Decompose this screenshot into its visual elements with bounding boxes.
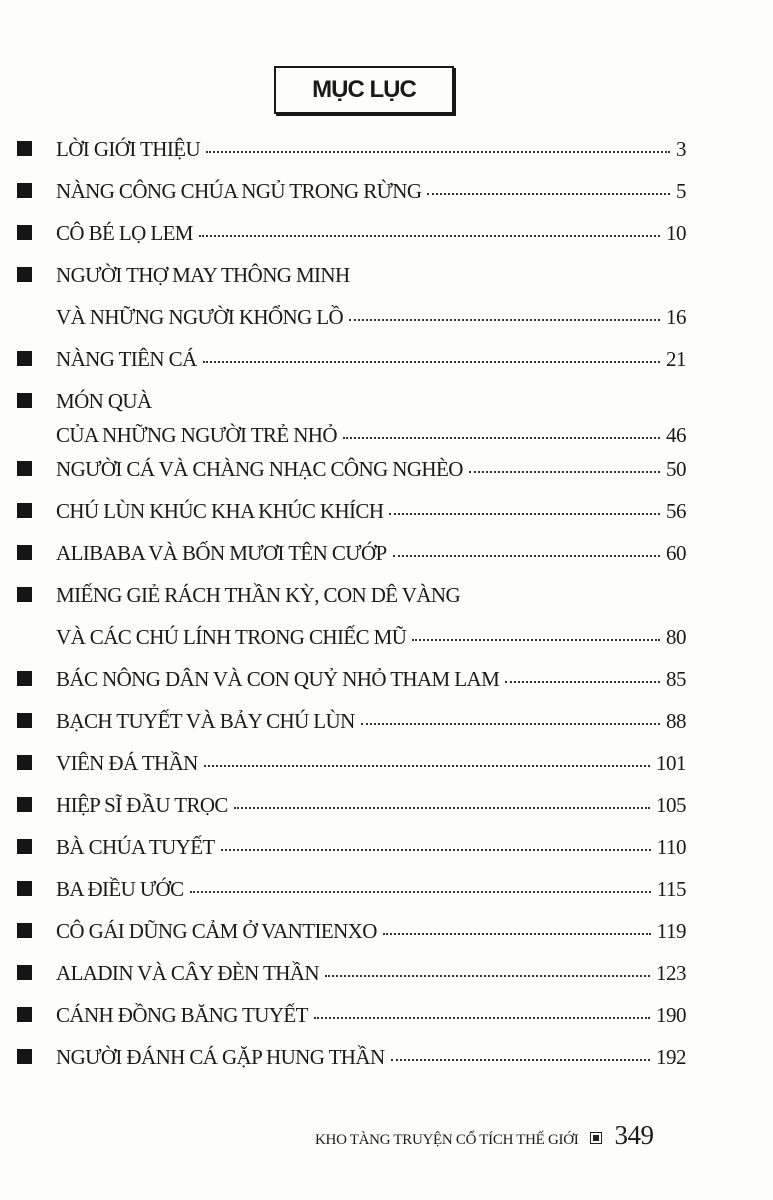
toc-entry[interactable] xyxy=(0,826,773,868)
toc-entry-line xyxy=(56,254,686,296)
toc-entry-page: 21 xyxy=(666,347,686,371)
toc-entry-page: 115 xyxy=(656,877,686,901)
square-ornament-icon xyxy=(590,1132,602,1144)
square-bullet-icon xyxy=(17,393,32,408)
toc-entry[interactable] xyxy=(0,952,773,994)
toc-title-box xyxy=(274,66,454,114)
toc-entry-line xyxy=(56,742,686,784)
dot-leader xyxy=(412,639,660,641)
dot-leader xyxy=(234,807,650,809)
dot-leader xyxy=(314,1017,650,1019)
toc-entry[interactable] xyxy=(0,784,773,826)
square-bullet-icon xyxy=(17,713,32,728)
toc-entry-page: 101 xyxy=(656,751,686,775)
toc-entry-page: 3 xyxy=(676,137,686,161)
square-bullet-icon xyxy=(17,545,32,560)
toc-entry[interactable] xyxy=(0,170,773,212)
dot-leader xyxy=(343,437,660,439)
square-bullet-icon xyxy=(17,881,32,896)
toc-entry-title: NGƯỜI CÁ VÀ CHÀNG NHẠC CÔNG NGHÈO xyxy=(56,457,463,481)
dot-leader xyxy=(206,151,670,153)
toc-entry[interactable] xyxy=(0,994,773,1036)
toc-entry-title: NGƯỜI THỢ MAY THÔNG MINH xyxy=(56,263,350,287)
toc-entry-line xyxy=(56,422,686,448)
toc-entry-title: BÁC NÔNG DÂN VÀ CON QUỶ NHỎ THAM LAM xyxy=(56,667,500,691)
toc-entry-line xyxy=(56,1036,686,1078)
toc-entry[interactable] xyxy=(0,658,773,700)
toc-entry-page: 56 xyxy=(666,499,686,523)
toc-entry[interactable] xyxy=(0,128,773,170)
square-bullet-icon xyxy=(17,267,32,282)
square-bullet-icon xyxy=(17,1007,32,1022)
square-bullet-icon xyxy=(17,225,32,240)
toc-entry-page: 190 xyxy=(656,1003,686,1027)
square-bullet-icon xyxy=(17,755,32,770)
toc-entry-line xyxy=(56,658,686,700)
toc-entry[interactable] xyxy=(0,910,773,952)
toc-entry-page: 110 xyxy=(656,835,686,859)
toc-entry[interactable] xyxy=(0,338,773,380)
square-bullet-icon xyxy=(17,671,32,686)
toc-entry-page: 192 xyxy=(656,1045,686,1069)
toc-entry-title: CHÚ LÙN KHÚC KHA KHÚC KHÍCH xyxy=(56,499,384,523)
toc-entry-page: 10 xyxy=(666,221,686,245)
dot-leader xyxy=(389,513,660,515)
toc-entry[interactable] xyxy=(0,1036,773,1078)
square-bullet-icon xyxy=(17,351,32,366)
square-bullet-icon xyxy=(17,461,32,476)
square-bullet-icon xyxy=(17,503,32,518)
toc-entry-page: 50 xyxy=(666,457,686,481)
toc-entry-title: CÔ GÁI DŨNG CẢM Ở VANTIENXO xyxy=(56,919,377,943)
dot-leader xyxy=(203,361,660,363)
toc-entry-title: VIÊN ĐÁ THẦN xyxy=(56,751,198,775)
toc-entry[interactable] xyxy=(0,742,773,784)
toc-entry-line xyxy=(56,128,686,170)
square-bullet-icon xyxy=(17,797,32,812)
dot-leader xyxy=(469,471,660,473)
toc-entry[interactable] xyxy=(0,532,773,574)
toc-entry-title: BA ĐIỀU ƯỚC xyxy=(56,877,184,901)
dot-leader xyxy=(391,1059,650,1061)
square-bullet-icon xyxy=(17,141,32,156)
toc-entry-page: 5 xyxy=(676,179,686,203)
toc-entry-line xyxy=(56,448,686,490)
dot-leader xyxy=(190,891,651,893)
page-footer xyxy=(315,1120,653,1151)
toc-entry-line xyxy=(56,952,686,994)
toc-entry-page: 46 xyxy=(666,423,686,447)
square-bullet-icon xyxy=(17,923,32,938)
toc-entry-line xyxy=(56,212,686,254)
table-of-contents xyxy=(0,128,773,1078)
toc-entry-title: HIỆP SĨ ĐẦU TRỌC xyxy=(56,793,228,817)
toc-entry-title: VÀ CÁC CHÚ LÍNH TRONG CHIẾC MŨ xyxy=(56,625,407,649)
toc-entry-line xyxy=(56,826,686,868)
toc-entry-page: 60 xyxy=(666,541,686,565)
toc-entry-line xyxy=(56,574,686,616)
toc-entry[interactable] xyxy=(0,700,773,742)
toc-entry-title: BÀ CHÚA TUYẾT xyxy=(56,835,215,859)
toc-entry-title: NGƯỜI ĐÁNH CÁ GẶP HUNG THẦN xyxy=(56,1045,385,1069)
dot-leader xyxy=(199,235,660,237)
toc-entry-line xyxy=(56,994,686,1036)
dot-leader xyxy=(325,975,650,977)
toc-entry[interactable] xyxy=(0,212,773,254)
toc-title: MỤC LỤC xyxy=(312,76,416,103)
toc-entry[interactable] xyxy=(0,490,773,532)
toc-entry-line xyxy=(56,338,686,380)
square-bullet-icon xyxy=(17,587,32,602)
toc-entry[interactable] xyxy=(0,868,773,910)
toc-entry-title: CỦA NHỮNG NGƯỜI TRẺ NHỎ xyxy=(56,423,337,447)
dot-leader xyxy=(221,849,651,851)
toc-entry-page: 88 xyxy=(666,709,686,733)
toc-entry[interactable] xyxy=(0,448,773,490)
toc-entry-title: BẠCH TUYẾT VÀ BẢY CHÚ LÙN xyxy=(56,709,355,733)
toc-entry-line xyxy=(56,532,686,574)
square-bullet-icon xyxy=(17,183,32,198)
toc-entry-title: ALIBABA VÀ BỐN MƯƠI TÊN CƯỚP xyxy=(56,541,387,565)
dot-leader xyxy=(393,555,660,557)
toc-entry-line xyxy=(56,784,686,826)
toc-entry-title: LỜI GIỚI THIỆU xyxy=(56,137,201,161)
toc-entry-page: 85 xyxy=(666,667,686,691)
square-bullet-icon xyxy=(17,839,32,854)
dot-leader xyxy=(505,681,660,683)
toc-entry-line xyxy=(56,910,686,952)
toc-entry-line xyxy=(56,170,686,212)
footer-book-title: KHO TÀNG TRUYỆN CỔ TÍCH THẾ GIỚI xyxy=(315,1132,579,1148)
toc-entry-title: CÔ BÉ LỌ LEM xyxy=(56,221,193,245)
toc-entry-line xyxy=(56,868,686,910)
footer-page-number: 349 xyxy=(614,1120,654,1150)
dot-leader xyxy=(349,319,660,321)
dot-leader xyxy=(361,723,660,725)
toc-entry-line xyxy=(56,380,686,422)
toc-entry-title: NÀNG TIÊN CÁ xyxy=(56,347,197,371)
toc-entry-page: 16 xyxy=(666,305,686,329)
toc-entry-title: MIẾNG GIẺ RÁCH THẦN KỲ, CON DÊ VÀNG xyxy=(56,583,461,607)
dot-leader xyxy=(427,193,670,195)
toc-entry-title: ALADIN VÀ CÂY ĐÈN THẦN xyxy=(56,961,319,985)
toc-entry-line xyxy=(56,296,686,338)
dot-leader xyxy=(383,933,651,935)
toc-entry-title: MÓN QUÀ xyxy=(56,389,152,413)
toc-entry[interactable] xyxy=(0,254,773,338)
toc-entry-page: 123 xyxy=(656,961,686,985)
toc-entry[interactable] xyxy=(0,380,773,448)
dot-leader xyxy=(204,765,650,767)
toc-entry-line xyxy=(56,616,686,658)
toc-entry-title: CÁNH ĐỒNG BĂNG TUYẾT xyxy=(56,1003,308,1027)
toc-entry-line xyxy=(56,490,686,532)
toc-entry-page: 80 xyxy=(666,625,686,649)
toc-entry-line xyxy=(56,700,686,742)
toc-entry[interactable] xyxy=(0,574,773,658)
square-bullet-icon xyxy=(17,1049,32,1064)
toc-entry-title: NÀNG CÔNG CHÚA NGỦ TRONG RỪNG xyxy=(56,179,422,203)
square-bullet-icon xyxy=(17,965,32,980)
toc-entry-page: 105 xyxy=(656,793,686,817)
toc-entry-page: 119 xyxy=(656,919,686,943)
toc-entry-title: VÀ NHỮNG NGƯỜI KHỔNG LỒ xyxy=(56,305,344,329)
